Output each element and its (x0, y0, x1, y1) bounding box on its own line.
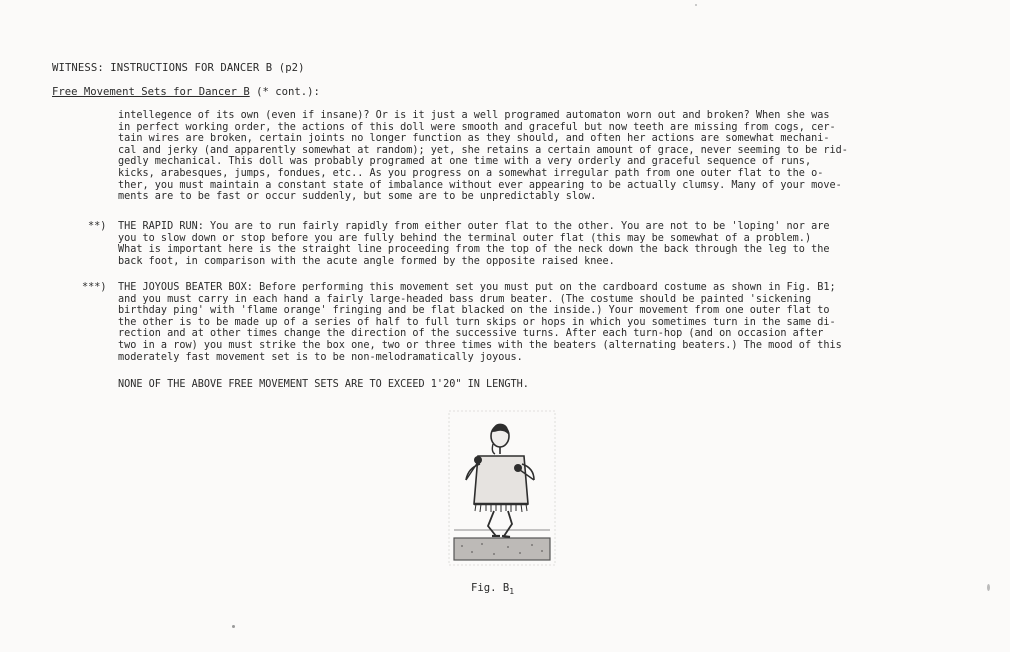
text-line: kicks, arabesques, jumps, fondues, etc.. As you progress on a somewhat irregular path from one outer flat to the o- (118, 167, 824, 179)
figure-caption-subscript: 1 (509, 587, 515, 596)
figure-caption-label: Fig. B (471, 582, 510, 594)
text-line: THE JOYOUS BEATER BOX: Before performing this movement set you must put on the cardboard costume as shown in Fig. B1; (118, 282, 836, 293)
text-line: ther, you must maintain a constant state of imbalance without ever appearing to be actually clumsy. Many of your move- (118, 179, 842, 191)
footnote-marker: **) (88, 221, 107, 232)
paragraph-joyous-beater-box (118, 282, 842, 363)
text-line: two in a row) you must strike the box one, two or three times with the beaters (alternating beaters.) The mood of this (118, 339, 842, 351)
text-line: and you must carry in each hand a fairly large-headed bass drum beater. (The costume should be painted 'sickening (118, 293, 812, 305)
paragraph-length-limit (118, 379, 529, 391)
section-title-continuation: (* cont.): (249, 86, 320, 98)
text-line: in perfect working order, the actions of this doll were smooth and graceful but now teeth are missing from cogs, cer- (118, 121, 836, 133)
text-line: the other is to be made up of a series of half to full turn skips or hops in which you sometimes turn in the same di- (118, 316, 836, 328)
scan-speck (987, 584, 990, 591)
text-line: tain wires are broken, certain joints no longer function as they should, and often her actions are somewhat mechani- (118, 133, 830, 145)
text-line: gedly mechanical. This doll was probably programed at one time with a very orderly and graceful sequence of runs, (118, 156, 812, 168)
text-line: birthday ping' with 'flame orange' fringing and be flat blacked on the inside.) Your movement from one outer flat to (118, 305, 830, 317)
text-line: NONE OF THE ABOVE FREE MOVEMENT SETS ARE TO EXCEED 1'20" IN LENGTH. (118, 379, 529, 390)
section-subheading (52, 86, 320, 98)
text-line: intellegence of its own (even if insane)? Or is it just a well programed automaton worn out and broken? When she was (118, 110, 830, 121)
figure-caption (471, 582, 514, 596)
paragraph-rapid-run (118, 221, 829, 267)
document-heading: WITNESS: INSTRUCTIONS FOR DANCER B (p2) (52, 62, 305, 74)
text-line: What is important here is the straight line proceeding from the top of the neck down the back through the leg to the (118, 244, 830, 256)
paragraph-doll-description (118, 110, 848, 203)
text-line: ments are to be fast or occur suddenly, but some are to be unpredictably slow. (118, 191, 597, 203)
footnote-marker: ***) (82, 282, 107, 293)
text-line: rection and at other times change the direction of the successive turns. After each turn-hop (and on occasion after (118, 328, 824, 340)
text-line: moderately fast movement set is to be non-melodramatically joyous. (118, 351, 523, 363)
section-title: Free Movement Sets for Dancer B (52, 86, 250, 98)
text-line: THE RAPID RUN: You are to run fairly rapidly from either outer flat to the other. You are not to be 'loping' nor are (118, 221, 830, 232)
scan-speck (232, 625, 235, 628)
text-line: cal and jerky (and apparently somewhat at random); yet, she retains a certain amount of grace, never seeming to be rid- (118, 144, 848, 156)
text-line: back foot, in comparison with the acute angle formed by the opposite raised knee. (118, 255, 615, 267)
scan-speck (695, 4, 697, 6)
text-line: you to slow down or stop before you are fully behind the terminal outer flat (this may be somewhat of a problem.) (118, 232, 812, 244)
dancer-in-box-costume-illustration (448, 410, 556, 566)
